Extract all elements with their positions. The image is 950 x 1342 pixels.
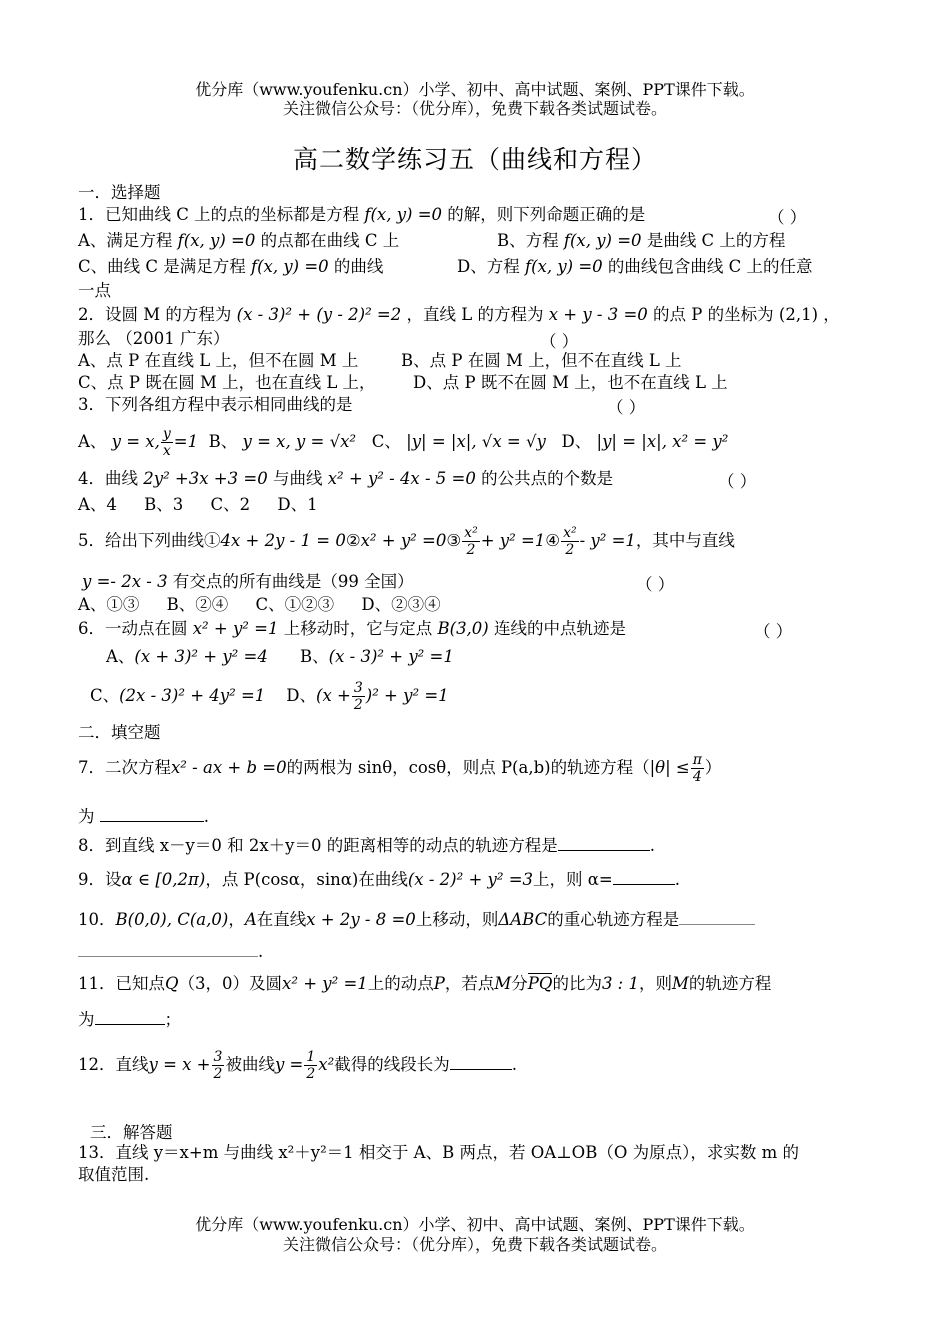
q3-optA-eq2: =1 bbox=[173, 432, 199, 451]
q11-stem bbox=[78, 973, 872, 995]
q1-optB-b: 是曲线 C 上的方程 bbox=[646, 231, 786, 250]
q5-mark3: ③ bbox=[446, 531, 462, 550]
q10-answer-blank-a[interactable] bbox=[679, 908, 755, 925]
q13-line-2: 取值范围. bbox=[78, 1165, 150, 1184]
q7-end: . bbox=[203, 807, 209, 826]
q7-text-c: ） bbox=[704, 758, 722, 777]
q2-option-a: A、点 P 在直线 L 上，但不在圆 M 上 bbox=[78, 351, 359, 370]
section-choice: 一．选择题 bbox=[78, 183, 161, 202]
frac-num: 3 bbox=[213, 1049, 223, 1065]
q10-continuation bbox=[78, 940, 872, 963]
q1-optC-b: 的曲线 bbox=[333, 257, 384, 276]
q4-text-a: 4．曲线 bbox=[78, 469, 138, 488]
q4-text-c: 的公共点的个数是 bbox=[481, 469, 614, 488]
frac-den: 2 bbox=[306, 1066, 316, 1082]
frac-num: π bbox=[692, 752, 702, 768]
q1-stem bbox=[78, 204, 872, 226]
q9-answer-blank[interactable] bbox=[613, 868, 675, 885]
q11-text-f: ，则 bbox=[638, 974, 672, 993]
q6-optC-label: C、 bbox=[90, 686, 120, 705]
q6-optB-label: B、 bbox=[300, 647, 329, 666]
q6-optC-eq: (2x - 3)² + 4y² =1 bbox=[119, 686, 266, 705]
frac-num: 3 bbox=[353, 680, 363, 696]
q5-options: A、①③ B、②④ C、①②③ D、②③④ bbox=[78, 595, 441, 614]
q11-Q: Q bbox=[165, 974, 179, 993]
q2-stem bbox=[78, 304, 872, 326]
q5-text-a: 5．给出下列曲线① bbox=[78, 531, 221, 550]
q6-text-a: 6．一动点在圆 bbox=[78, 619, 188, 638]
q5-curve1: 4x + 2y - 1 = 0 bbox=[220, 531, 346, 550]
q2-point: (2,1) bbox=[778, 305, 819, 324]
q5-text-c: 有交点的所有曲线是（99 全国） bbox=[172, 572, 414, 591]
q1-optB-a: B、方程 bbox=[497, 231, 559, 250]
header-line-2: 关注微信公众号：（优分库），免费下载各类试题试卷。 bbox=[282, 99, 667, 118]
q11-vector: PQ bbox=[527, 974, 553, 993]
q10-end: . bbox=[258, 942, 264, 961]
q6-text-b: 上移动时，它与定点 bbox=[283, 619, 433, 638]
q5-curve3-tail: + y² =1 bbox=[480, 531, 546, 550]
q11-circle: x² + y² =1 bbox=[282, 974, 368, 993]
q6-optD-eq-b: )² + y² =1 bbox=[365, 686, 449, 705]
q6-optA-eq: (x + 3)² + y² =4 bbox=[134, 647, 268, 666]
q3-optB-label: B、 bbox=[208, 432, 238, 451]
q12-curve-b: x² bbox=[318, 1055, 335, 1074]
frac-den: 2 bbox=[213, 1066, 223, 1082]
q1-optB-expr: f(x, y) =0 bbox=[563, 231, 642, 250]
frac-den: 2 bbox=[466, 542, 476, 558]
q5-answer-paren[interactable]: （ ） bbox=[636, 575, 675, 594]
q12-frac-b bbox=[304, 1049, 317, 1082]
q4-curve2: x² + y² - 4x - 5 =0 bbox=[327, 469, 476, 488]
section-answer: 三．解答题 bbox=[90, 1123, 173, 1142]
q7-cont-text: 为 bbox=[78, 807, 95, 826]
q6-optA-label: A、 bbox=[106, 647, 135, 666]
frac-den: 2 bbox=[565, 542, 575, 558]
q6-optD-eq-a: (x + bbox=[316, 686, 351, 705]
frac-num: 1 bbox=[306, 1049, 316, 1065]
q1-optC-a: C、曲线 C 是满足方程 bbox=[78, 257, 246, 276]
frac-num: x² bbox=[563, 525, 577, 541]
q3-answer-paren[interactable]: （ ） bbox=[607, 398, 646, 417]
q1-optA-b: 的点都在曲线 C 上 bbox=[260, 231, 400, 250]
q5-frac3 bbox=[462, 525, 480, 558]
q10-text-b: 上移动，则 bbox=[415, 910, 499, 929]
q8-text: 8．到直线 x－y＝0 和 2x＋y＝0 的距离相等的动点的轨迹方程是 bbox=[78, 836, 558, 855]
q3-optC-label: C、 bbox=[371, 432, 401, 451]
q11-text-g: 的轨迹方程 bbox=[688, 974, 772, 993]
q2-text-c: 的点 P 的坐标为 bbox=[653, 305, 774, 324]
q11-answer-blank[interactable] bbox=[95, 1008, 165, 1025]
q2-option-d: D、点 P 既不在圆 M 上，也不在直线 L 上 bbox=[413, 373, 728, 392]
q1-text-b: 的解，则下列命题正确的是 bbox=[447, 205, 646, 224]
footer-line-2: 关注微信公众号：（优分库），免费下载各类试题试卷。 bbox=[282, 1235, 667, 1254]
q7-stem bbox=[78, 746, 872, 792]
q1-optC-expr: f(x, y) =0 bbox=[251, 257, 329, 276]
q6-stem bbox=[78, 618, 872, 640]
q10-num: 10． bbox=[78, 910, 116, 929]
section-fill: 二．填空题 bbox=[78, 723, 161, 742]
q3-options bbox=[78, 420, 872, 468]
q2-answer-paren[interactable]: （ ） bbox=[540, 332, 579, 351]
q9-curve: (x - 2)² + y² =3 bbox=[407, 870, 534, 889]
q9-stem bbox=[78, 868, 872, 891]
q5-frac4 bbox=[561, 525, 579, 558]
q2-circle-eq: (x - 3)² + (y - 2)² =2 bbox=[236, 305, 402, 324]
q12-answer-blank[interactable] bbox=[450, 1053, 512, 1070]
q3-optB-eq: y = x, y = √x² bbox=[242, 432, 357, 451]
q13-line-1: 13．直线 y＝x+m 与曲线 x²＋y²＝1 相交于 A、B 两点，若 OA⊥OB（O 为原点），求实数 m 的 bbox=[78, 1143, 799, 1162]
q1-optD-a: D、方程 bbox=[457, 257, 520, 276]
q5-continuation bbox=[82, 571, 872, 593]
q3-optA-eq1: y = x, bbox=[111, 432, 160, 451]
q11-M: M bbox=[494, 974, 512, 993]
q10-line: x + 2y - 8 =0 bbox=[306, 910, 416, 929]
q10-points: B(0,0), C(a,0) bbox=[115, 910, 229, 929]
q6-options-cd bbox=[90, 674, 872, 722]
q12-frac-a bbox=[212, 1049, 225, 1082]
q12-text-b: 被曲线 bbox=[225, 1055, 275, 1074]
q12-text-c: 截得的线段长为 bbox=[334, 1055, 450, 1074]
frac-den: 2 bbox=[353, 697, 363, 713]
q8-answer-blank[interactable] bbox=[558, 834, 650, 851]
q2-option-b: B、点 P 在圆 M 上，但不在直线 L 上 bbox=[401, 351, 682, 370]
frac-num: y bbox=[162, 426, 171, 442]
q5-mark4: ④ bbox=[545, 531, 561, 550]
q11-text-c: ，若点 bbox=[444, 974, 495, 993]
q4-curve1: 2y² +3x +3 =0 bbox=[143, 469, 268, 488]
q6-circle-eq: x² + y² =1 bbox=[192, 619, 279, 638]
footer-line-1: 优分库（www.youfenku.cn）小学、初中、高中试题、案例、PPT课件下载。 bbox=[195, 1215, 755, 1234]
q12-text-a: 12．直线 bbox=[78, 1055, 149, 1074]
page-title: 高二数学练习五（曲线和方程） bbox=[292, 145, 657, 174]
q7-frac bbox=[691, 752, 704, 785]
q10-text-c: 的重心轨迹方程是 bbox=[547, 910, 680, 929]
q4-answer-paren[interactable]: （ ） bbox=[718, 472, 757, 491]
q3-optA-frac bbox=[161, 426, 173, 459]
q11-end: ； bbox=[164, 1010, 181, 1029]
frac-den: x bbox=[162, 443, 171, 459]
q1-option-b bbox=[497, 230, 872, 252]
q9-text-b: ，点 P(cosα，sinα)在曲线 bbox=[205, 870, 408, 889]
q5-mark2: ② bbox=[345, 531, 361, 550]
q11-text-a: 11．已知点 bbox=[78, 974, 165, 993]
q11-P: P bbox=[433, 974, 445, 993]
q3-stem: 3．下列各组方程中表示相同曲线的是 bbox=[78, 395, 353, 414]
q2-option-c: C、点 P 既在圆 M 上，也在直线 L 上， bbox=[78, 373, 376, 392]
q9-text-c: 上，则 α= bbox=[533, 870, 613, 889]
q10-stem bbox=[78, 908, 872, 931]
q6-optD-label: D、 bbox=[286, 686, 317, 705]
q1-optA-a: A、满足方程 bbox=[78, 231, 173, 250]
q11-text-e: 的比为 bbox=[552, 974, 602, 993]
q6-point: B(3,0) bbox=[437, 619, 489, 638]
q9-text-a: 9．设 bbox=[78, 870, 122, 889]
q11-text-d: 分 bbox=[511, 974, 528, 993]
q12-curve-a: y = bbox=[274, 1055, 304, 1074]
q8-end: . bbox=[649, 836, 655, 855]
q10-sep: ， bbox=[228, 910, 245, 929]
q12-stem bbox=[78, 1042, 872, 1090]
header-line-1: 优分库（www.youfenku.cn）小学、初中、高中试题、案例、PPT课件下载。 bbox=[195, 80, 755, 99]
q7-abs: |θ| ≤ bbox=[649, 758, 690, 777]
q5-line-eq: y =- 2x - 3 bbox=[82, 572, 168, 591]
q10-triangle: ΔABC bbox=[498, 910, 548, 929]
q2-text-a: 2．设圆 M 的方程为 bbox=[78, 305, 232, 324]
q6-optD-frac bbox=[352, 680, 365, 713]
q7-text-a: 7．二次方程 bbox=[78, 758, 171, 777]
q11-M2: M bbox=[671, 974, 689, 993]
q1-option-d bbox=[457, 256, 872, 278]
q5-curve2: x² + y² =0 bbox=[360, 531, 447, 550]
q9-end: . bbox=[674, 870, 680, 889]
q7-answer-blank[interactable] bbox=[100, 805, 204, 822]
q3-optD-label: D、 bbox=[561, 432, 592, 451]
q5-curve4-tail: - y² =1 bbox=[579, 531, 636, 550]
q6-answer-paren[interactable]: （ ） bbox=[754, 622, 793, 641]
q2-text-d: ， bbox=[823, 305, 840, 324]
frac-den: 4 bbox=[692, 769, 702, 785]
q7-continuation bbox=[78, 805, 872, 828]
q12-end: . bbox=[511, 1055, 517, 1074]
q11-continuation bbox=[78, 1008, 872, 1031]
q2-text-b: ，直线 L 的方程为 bbox=[406, 305, 544, 324]
q2-line-eq: x + y - 3 =0 bbox=[548, 305, 648, 324]
q4-options: A、4 B、3 C、2 D、1 bbox=[78, 495, 318, 514]
q5-text-b: ，其中与直线 bbox=[635, 531, 735, 550]
q1-continuation: 一点 bbox=[78, 281, 111, 300]
frac-num: x² bbox=[464, 525, 478, 541]
q11-text-b: 上的动点 bbox=[367, 974, 434, 993]
q5-stem bbox=[78, 518, 872, 566]
q2-continuation: 那么 （2001 广东） bbox=[78, 329, 230, 348]
q1-text-a: 1．已知曲线 C 上的点的坐标都是方程 bbox=[78, 205, 360, 224]
q1-optD-expr: f(x, y) =0 bbox=[524, 257, 603, 276]
q11-ratio: 3 : 1 bbox=[601, 974, 639, 993]
q4-text-b: 与曲线 bbox=[272, 469, 323, 488]
q8-stem bbox=[78, 834, 872, 857]
q11-coord: （3，0）及圆 bbox=[178, 974, 283, 993]
q10-A: A bbox=[244, 910, 257, 929]
q1-answer-paren[interactable]: （ ） bbox=[768, 208, 807, 227]
q3-optC-eq: |y| = |x|, √x = √y bbox=[406, 432, 546, 451]
q1-optD-b: 的曲线包含曲线 C 上的任意 bbox=[607, 257, 813, 276]
q9-alpha: α ∈ [0,2π) bbox=[121, 870, 206, 889]
q6-option-b bbox=[300, 646, 872, 668]
q1-expr: f(x, y) =0 bbox=[364, 205, 443, 224]
q10-text-a: 在直线 bbox=[256, 910, 307, 929]
q6-text-c: 连线的中点轨迹是 bbox=[494, 619, 626, 638]
q10-answer-blank-b[interactable] bbox=[78, 940, 258, 957]
q11-cont: 为 bbox=[78, 1010, 95, 1029]
q7-text-b: 的两根为 sinθ，cosθ，则点 P(a,b)的轨迹方程（ bbox=[286, 758, 650, 777]
q3-optD-eq: |y| = |x|, x² = y² bbox=[596, 432, 729, 451]
q6-optB-eq: (x - 3)² + y² =1 bbox=[328, 647, 454, 666]
q12-line: y = x + bbox=[148, 1055, 211, 1074]
q3-optA-label: A、 bbox=[78, 432, 107, 451]
q7-eq: x² - ax + b =0 bbox=[171, 758, 287, 777]
q1-optA-expr: f(x, y) =0 bbox=[177, 231, 256, 250]
